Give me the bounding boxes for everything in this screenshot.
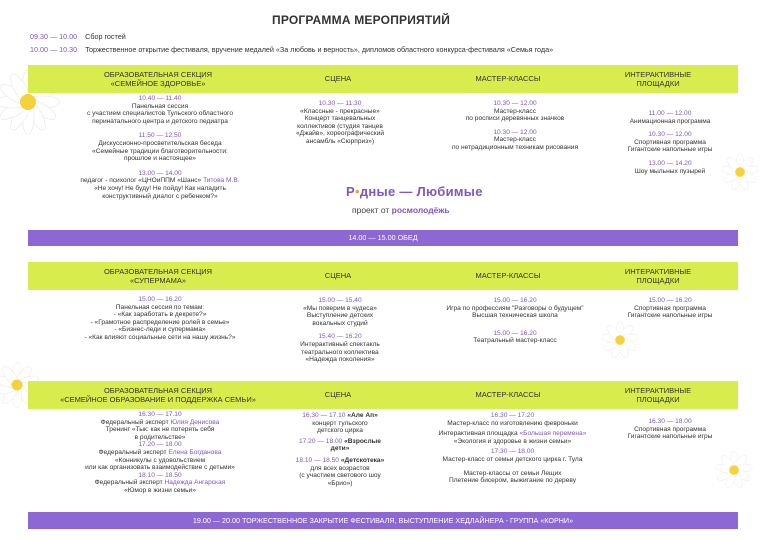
b2-edu-cell: 15.00 — 16.20 Панельная сессия по темам: - «Как заработать в декрете?» - «Грамотное распределение ролей в семье» - «Бизнес-леди и супермама» - «Как влияют социальные сети на нашу жизнь?»: [84, 296, 236, 341]
intro-time: 09.30 — 10.00: [30, 32, 78, 41]
daisy-right-bottom-icon: [712, 448, 756, 492]
block1-header: [28, 65, 738, 93]
intro-row: [30, 32, 126, 41]
col-edu-header: ОБРАЗОВАТЕЛЬНАЯ СЕКЦИЯ «СЕМЕЙНОЕ ОБРАЗОВАНИЕ И ПОДДЕРЖКА СЕМЬИ»: [60, 386, 256, 404]
intro-time: 10.00 — 10.30: [30, 45, 78, 54]
col-scene-header: СЦЕНА: [324, 390, 352, 399]
b3-scene-cell: 16.30 — 17.10 «Але Ап» концерт тульского детского цирка 17.20 — 18.00 «Взрослые дети» 18.10 — 18.50 «Детскотека» для всех возрастов (с участием светового шоу «Брио»): [295, 412, 385, 487]
intro-text: Сбор гостей: [85, 32, 126, 41]
col-scene-header: СЦЕНА: [324, 74, 352, 83]
b1-scene-cell: 10.30 — 11.30 «Классные - прекрасные» Концерт танцевальных коллективов (студия танцев «Джайв», хореографический ансамбль «Сюрприз»): [295, 100, 385, 145]
col-master-header: МАСТЕР-КЛАССЫ: [475, 74, 541, 83]
col-inter-header: ИНТЕРАКТИВНЫЕ ПЛОЩАДКИ: [624, 386, 692, 404]
intro-row: [30, 45, 553, 54]
b3-edu-cell: 16.30 — 17.10 Федеральный эксперт Юлия Денисова Тренинг «Тык: как не потерять себя в родительстве» 17.20 — 18.00 Федеральный эксперт Елена Богданова «Конникулы с удовольствием или как организовать взаимодействие с детьми» 18.10 — 18.50 Федеральный эксперт Надежда Ангарская «Юмор в жизни семьи»: [85, 411, 235, 494]
lunch-bar: 14.00 — 15.00 ОБЕД: [28, 230, 738, 246]
col-edu-header: ОБРАЗОВАТЕЛЬНАЯ СЕКЦИЯ «СУПЕРМАМА»: [103, 267, 213, 285]
col-master-header: МАСТЕР-КЛАССЫ: [475, 271, 541, 280]
closing-bar: 19.00 — 20.00 ТОРЖЕСТВЕННОЕ ЗАКРЫТИЕ ФЕСТИВАЛЯ, ВЫСТУПЛЕНИЕ ХЕДЛАЙНЕРА - ГРУППА «КОРНИ»: [28, 512, 738, 529]
b1-inter-cell: 11.00 — 12.00 Анимационная программа 10.30 — 12.00 Спортивная программа Гигантские напольные игры 13.00 — 14.20 Шоу мыльных пузырей: [627, 110, 713, 175]
col-scene-header: СЦЕНА: [324, 271, 352, 280]
col-edu-header: ОБРАЗОВАТЕЛЬНАЯ СЕКЦИЯ «СЕМЕЙНОЕ ЗДОРОВЬЕ»: [103, 70, 213, 88]
b2-scene-cell: 15.00 — 15.40 «Мы поверим в чудеса» Выступление детских вокальных студий 15.40 — 16.20 Интерактивный спектакль театрального коллектива «Надежда поколения»: [300, 297, 380, 364]
page-title: ПРОГРАММА МЕРОПРИЯТИЙ: [272, 13, 451, 27]
block2-header: [28, 262, 738, 290]
project-logo: Р•дные — Любимые: [346, 184, 483, 199]
block3-header: [28, 381, 738, 409]
col-inter-header: ИНТЕРАКТИВНЫЕ ПЛОЩАДКИ: [624, 70, 692, 88]
b3-inter-cell: 16.30 — 18.00 Спортивная программа Гигантские напольные игры: [627, 418, 713, 441]
project-logo-caption: проект от росмолодёжь: [352, 205, 450, 215]
col-inter-header: ИНТЕРАКТИВНЫЕ ПЛОЩАДКИ: [624, 267, 692, 285]
b2-master-cell: 15.00 — 16.20 Игра по профессиям "Разговоры о будущем" Высшая техническая школа 15.00 — 16.20 Театральный мастер-класс: [446, 297, 584, 345]
b3-master-cell: 16.30 — 17.20 Мастер-класс по изготовлению февроньки Интерактивная площадка «Большая перемена» «Экология и здоровье в жизни семьи» 17.30 — 18.00 Мастер-класс от семьи детского цирка г. Тула Мастер-классы от семьи Лещих Плетение бисером, выжигание по дереву: [438, 412, 587, 485]
b1-edu-cell: 10.40 — 11.40 Панельная сессия с участием специалистов Тульского областного перинатального центра и детского педиатра 11.50 — 12.50 Дискуссионно-просветительская беседа «Семейные традиции благотворительности: прошлое и настоящее» 13.00 — 14.00 педагог - психолог «ЦНОиППМ «Шанс» Титова М.В. «Не хочу! Не буду! Не пойду! Как наладить конструктивный диалог с ребенком?»: [80, 95, 240, 200]
intro-text: Торжественное открытие фестиваля, вручение медалей «За любовь и верность», дипломов областного конкурса-фестиваля «Семья года»: [85, 45, 554, 54]
b2-inter-cell: 15.00 — 16.20 Спортивная программа Гигантские напольные игры: [627, 297, 713, 320]
b1-master-cell: 10.30 — 12.00 Мастер-класс по росписи деревянных значков 10.30 — 12.00 Мастер-класс по нетрадиционным техникам рисования: [451, 100, 579, 151]
col-master-header: МАСТЕР-КЛАССЫ: [475, 390, 541, 399]
